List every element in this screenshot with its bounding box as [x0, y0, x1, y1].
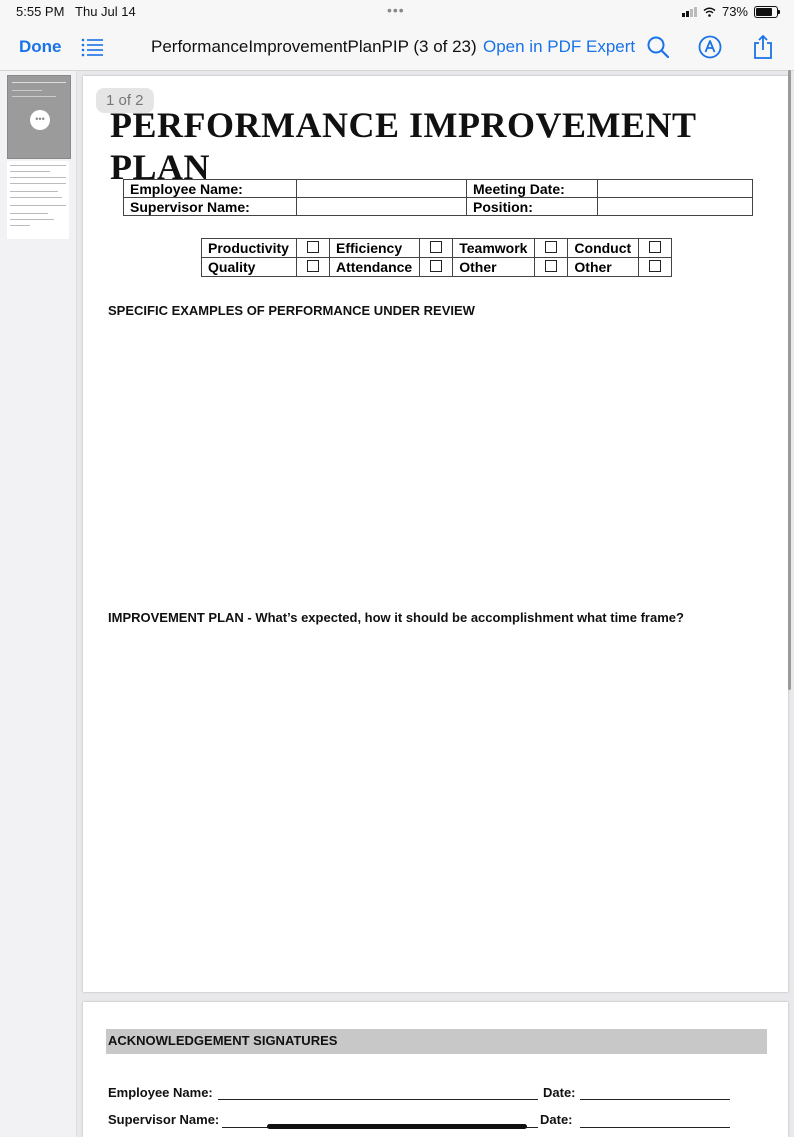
- document-heading: PERFORMANCE IMPROVEMENT PLAN: [110, 105, 696, 187]
- category-checkbox[interactable]: [430, 241, 442, 253]
- thumbnail-more-icon[interactable]: •••: [30, 110, 50, 130]
- supervisor-signature-label: Supervisor Name:: [108, 1112, 220, 1127]
- category-checkbox[interactable]: [307, 241, 319, 253]
- battery-icon: [754, 6, 778, 18]
- category-checkbox[interactable]: [430, 260, 442, 272]
- acknowledgement-title: ACKNOWLEDGEMENT SIGNATURES: [108, 1033, 338, 1048]
- status-bar: [0, 0, 794, 24]
- status-clock: 5:55 PM: [16, 4, 65, 19]
- wifi-icon: [703, 7, 716, 17]
- category-label: Other: [568, 258, 639, 277]
- status-date: Thu Jul 14: [75, 4, 136, 19]
- section-specific-examples: SPECIFIC EXAMPLES OF PERFORMANCE UNDER REVIEW: [108, 303, 475, 318]
- meeting-date-field[interactable]: [598, 180, 753, 198]
- category-checkbox[interactable]: [545, 260, 557, 272]
- home-indicator[interactable]: [267, 1124, 527, 1129]
- category-checkbox[interactable]: [649, 260, 661, 272]
- category-checkbox[interactable]: [545, 241, 557, 253]
- search-icon[interactable]: [645, 34, 671, 60]
- page-thumbnail-sidebar: [0, 71, 77, 1137]
- category-label: Other: [453, 258, 535, 277]
- share-icon[interactable]: [750, 34, 776, 60]
- markup-icon[interactable]: [697, 34, 723, 60]
- signal-icon: [682, 7, 697, 17]
- multitask-dots[interactable]: •••: [387, 2, 405, 18]
- position-label: Position:: [467, 198, 598, 216]
- employee-signature-line[interactable]: [218, 1099, 538, 1100]
- navigation-bar: [0, 24, 794, 71]
- list-icon[interactable]: [80, 36, 104, 58]
- performance-category-table: [201, 238, 672, 277]
- category-checkbox[interactable]: [307, 260, 319, 272]
- meeting-date-label: Meeting Date:: [467, 180, 598, 198]
- section-improvement-plan: IMPROVEMENT PLAN - What’s expected, how it should be accomplishment what time frame?: [108, 610, 684, 625]
- supervisor-name-label: Supervisor Name:: [124, 198, 297, 216]
- page-indicator: 1 of 2: [96, 88, 154, 113]
- page-thumbnail-2[interactable]: [7, 161, 69, 239]
- supervisor-date-label: Date:: [540, 1112, 573, 1127]
- acknowledgement-header: [106, 1029, 767, 1054]
- category-label: Productivity: [202, 239, 297, 258]
- vertical-scrollbar[interactable]: [788, 70, 791, 690]
- employee-name-label: Employee Name:: [124, 180, 297, 198]
- category-label: Conduct: [568, 239, 639, 258]
- employee-date-label: Date:: [543, 1085, 576, 1100]
- page-thumbnail-1[interactable]: [7, 75, 71, 159]
- status-indicators: [682, 4, 778, 19]
- supervisor-name-field[interactable]: [297, 198, 467, 216]
- supervisor-date-line[interactable]: [580, 1127, 730, 1128]
- category-label: Efficiency: [329, 239, 419, 258]
- category-label: Attendance: [329, 258, 419, 277]
- employee-signature-label: Employee Name:: [108, 1085, 213, 1100]
- employee-info-table: [123, 179, 753, 216]
- category-label: Teamwork: [453, 239, 535, 258]
- category-checkbox[interactable]: [649, 241, 661, 253]
- done-button[interactable]: Done: [19, 37, 62, 56]
- employee-name-field[interactable]: [297, 180, 467, 198]
- document-title: PerformanceImprovementPlanPIP (3 of 23): [151, 37, 477, 56]
- category-label: Quality: [202, 258, 297, 277]
- status-time: [16, 4, 136, 19]
- open-in-pdf-expert-link[interactable]: Open in PDF Expert: [483, 37, 636, 56]
- employee-date-line[interactable]: [580, 1099, 730, 1100]
- position-field[interactable]: [598, 198, 753, 216]
- battery-percent: 73%: [721, 4, 748, 19]
